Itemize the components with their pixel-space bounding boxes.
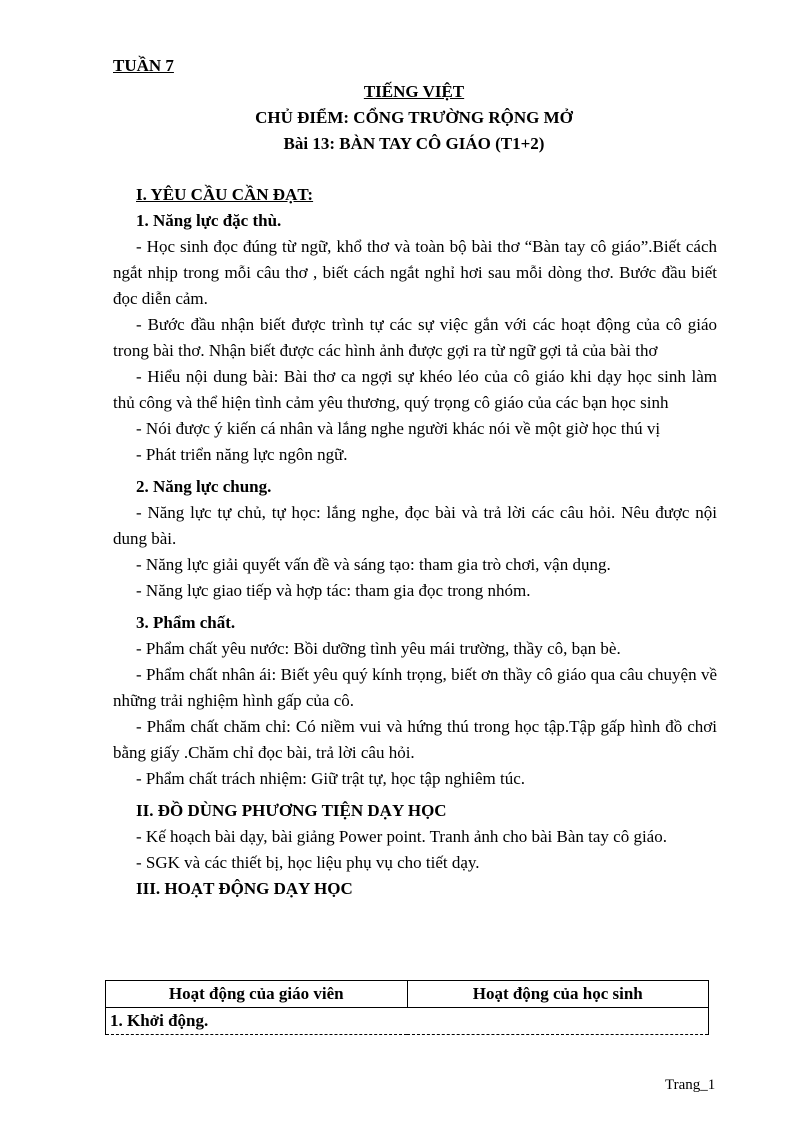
warmup-row-label: 1. Khởi động. (106, 1008, 709, 1035)
paragraph: - Nói được ý kiến cá nhân và lắng nghe người khác nói về một giờ học thú vị (136, 419, 661, 438)
table-row (106, 1008, 709, 1035)
subsection-1-heading: 1. Năng lực đặc thù. (136, 211, 282, 230)
teacher-column-header: Hoạt động của giáo viên (106, 981, 408, 1008)
document-body (113, 182, 717, 902)
section-1-heading: I. YÊU CẦU CẦN ĐẠT: (136, 185, 314, 204)
lesson-title: Bài 13: BÀN TAY CÔ GIÁO (T1+2) (283, 134, 545, 153)
subsection-2-heading: 2. Năng lực chung. (136, 477, 272, 496)
paragraph: - Phát triển năng lực ngôn ngữ. (136, 445, 348, 464)
paragraph: - Phẩm chất nhân ái: Biết yêu quý kính trọng, biết ơn thầy cô giáo qua câu chuyện về những trải nghiệm hình gấp của cô. (113, 665, 717, 710)
paragraph: - Năng lực giải quyết vấn đề và sáng tạo: tham gia trò chơi, vận dụng. (136, 555, 611, 574)
section-3-heading: III. HOẠT ĐỘNG DẠY HỌC (136, 879, 353, 898)
paragraph: - Bước đầu nhận biết được trình tự các sự việc gắn với các hoạt động của cô giáo trong bài thơ. Nhận biết được các hình ảnh được gợi ra từ ngữ gợi tả của bài thơ (113, 315, 717, 360)
theme-title: CHỦ ĐIỂM: CỔNG TRƯỜNG RỘNG MỞ (255, 108, 573, 127)
table-header-row (106, 981, 709, 1008)
activities-table (105, 980, 709, 1035)
paragraph: - Phẩm chất trách nhiệm: Giữ trật tự, học tập nghiêm túc. (136, 769, 526, 788)
paragraph: - Học sinh đọc đúng từ ngữ, khổ thơ và toàn bộ bài thơ “Bàn tay cô giáo”.Biết cách ngắt nhịp trong mỗi câu thơ , biết cách ngắt nghỉ hơi sau mỗi dòng thơ. Bước đầu biết đọc diễn cảm. (113, 237, 717, 308)
paragraph: - Năng lực tự chủ, tự học: lắng nghe, đọc bài và trả lời các câu hỏi. Nêu được nội dung bài. (113, 503, 717, 548)
paragraph: - Phẩm chất chăm chỉ: Có niềm vui và hứng thú trong học tập.Tập gấp hình đồ chơi bằng giấy .Chăm chỉ đọc bài, trả lời câu hỏi. (113, 717, 717, 762)
page-number: Trang_1 (665, 1077, 716, 1093)
paragraph: - Kế hoạch bài dạy, bài giảng Power point. Tranh ảnh cho bài Bàn tay cô giáo. (136, 827, 667, 846)
section-2-heading: II. ĐỒ DÙNG PHƯƠNG TIỆN DẠY HỌC (136, 801, 447, 820)
paragraph: - SGK và các thiết bị, học liệu phụ vụ cho tiết dạy. (136, 853, 480, 872)
week-label: TUẦN 7 (113, 56, 174, 75)
paragraph: - Hiểu nội dung bài: Bài thơ ca ngợi sự khéo léo của cô giáo khi dạy học sinh làm thủ công và thể hiện tình cảm yêu thương, quý trọng cô giáo của các bạn học sinh (113, 367, 717, 412)
subject-title: TIẾNG VIỆT (363, 82, 465, 101)
subsection-3-heading: 3. Phẩm chất. (136, 613, 236, 632)
student-column-header: Hoạt động của học sinh (407, 981, 709, 1008)
paragraph: - Phẩm chất yêu nước: Bồi dưỡng tình yêu mái trường, thầy cô, bạn bè. (136, 639, 621, 658)
paragraph: - Năng lực giao tiếp và hợp tác: tham gia đọc trong nhóm. (136, 581, 531, 600)
